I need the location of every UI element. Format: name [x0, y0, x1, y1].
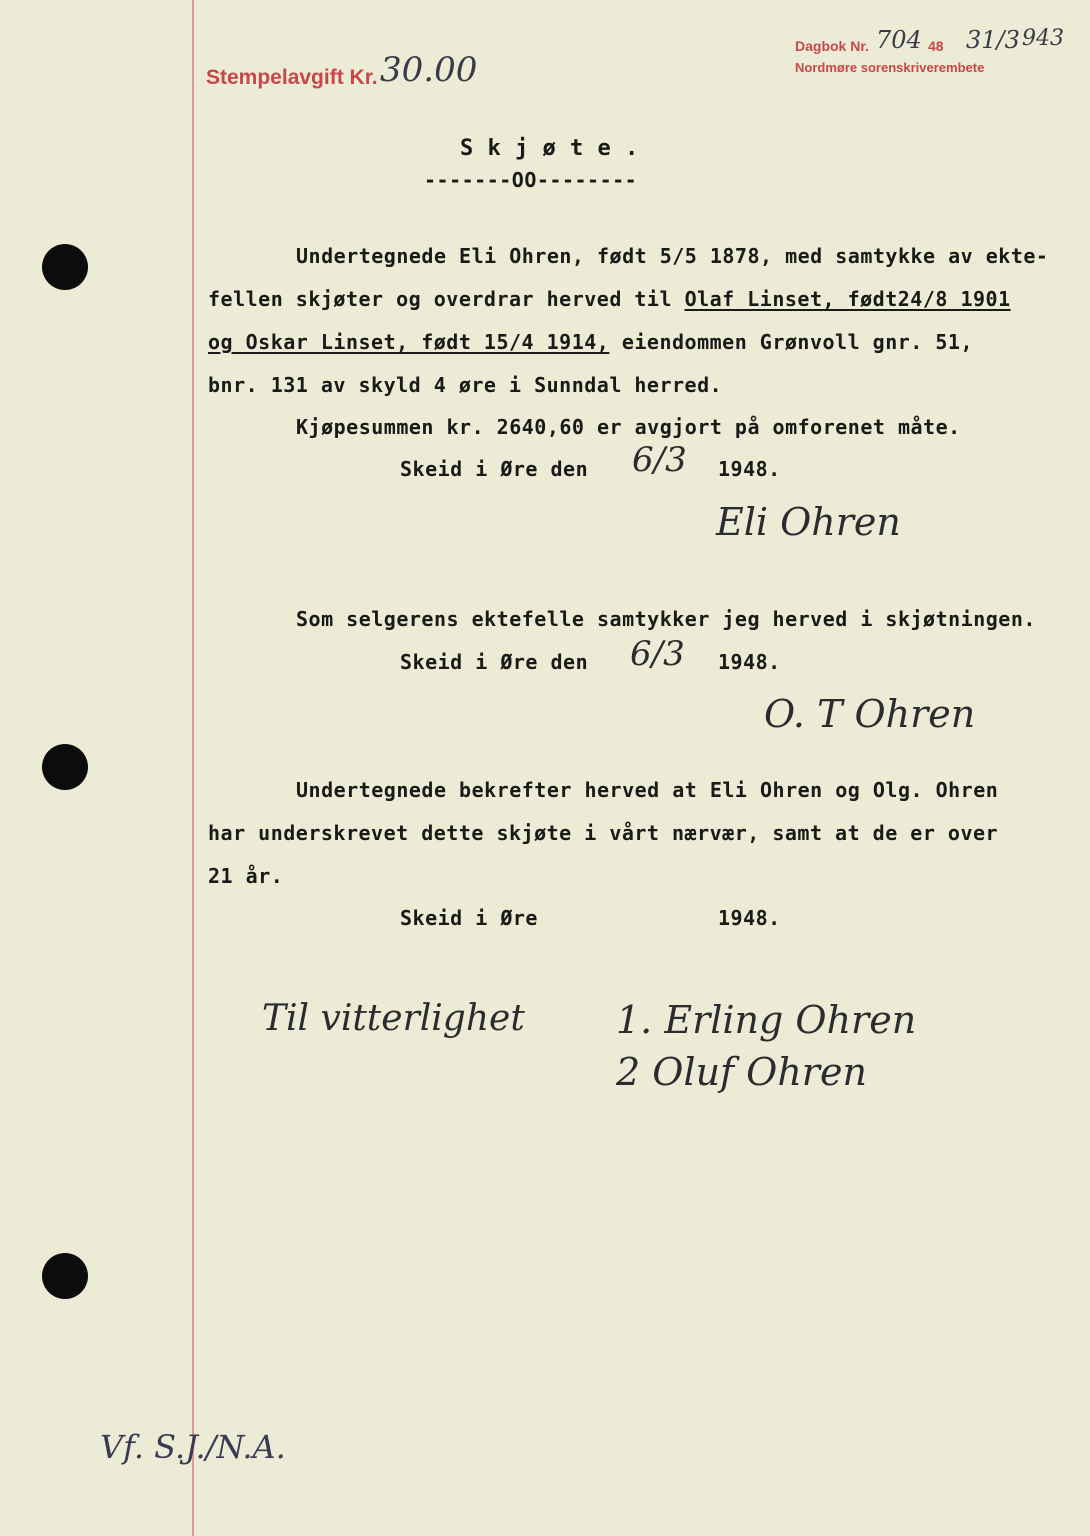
title-divider: -------OO-------- — [424, 168, 638, 192]
spouse-consent: Som selgerens ektefelle samtykker jeg herved i skjøtningen. — [296, 607, 1036, 631]
stamp-fee-value: 30.00 — [380, 50, 478, 90]
year-3: 1948. — [718, 906, 781, 930]
seller-signature: Eli Ohren — [716, 500, 901, 544]
witness-1-signature: 1. Erling Ohren — [616, 998, 917, 1042]
witness-prefix: Til vitterlighet — [262, 998, 525, 1039]
registry-date: 31/3 — [966, 26, 1020, 54]
witness-line-1: Undertegnede bekrefter herved at Eli Ohren og Olg. Ohren — [296, 778, 999, 802]
witness-line-3: 21 år. — [208, 864, 284, 888]
spouse-signature: O. T Ohren — [764, 692, 976, 736]
registry-number: 704 — [876, 26, 922, 54]
place-3: Skeid i Øre — [400, 906, 538, 930]
para1-line3 — [208, 330, 973, 354]
year-1: 1948. — [718, 457, 781, 481]
date-1-handwritten: 6/3 — [632, 440, 687, 480]
para1-line2 — [208, 287, 1011, 311]
registry-year: 48 — [928, 38, 944, 54]
buyer-oskar: og Oskar Linset, født 15/4 1914, — [208, 330, 610, 354]
registry-page: 943 — [1022, 26, 1064, 51]
para1-line3-text: eiendommen Grønvoll gnr. 51, — [609, 330, 974, 354]
punch-hole — [42, 244, 88, 290]
document-title: S k j ø t e . — [460, 136, 639, 161]
clerk-note: Vf. S.J./N.A. — [100, 1428, 286, 1466]
punch-hole — [42, 1253, 88, 1299]
place-date-2: Skeid i Øre den — [400, 650, 589, 674]
para1-line2-text: fellen skjøter og overdrar herved til — [208, 287, 685, 311]
para1-line1: Undertegnede Eli Ohren, født 5/5 1878, med samtykke av ekte- — [296, 244, 1049, 268]
year-2: 1948. — [718, 650, 781, 674]
para1-line4: bnr. 131 av skyld 4 øre i Sunndal herred. — [208, 373, 723, 397]
buyer-olaf: Olaf Linset, født24/8 1901 — [684, 287, 1011, 311]
punch-hole — [42, 744, 88, 790]
witness-line-2: har underskrevet dette skjøte i vårt nærvær, samt at de er over — [208, 821, 999, 845]
place-date-1: Skeid i Øre den — [400, 457, 589, 481]
purchase-price: Kjøpesummen kr. 2640,60 er avgjort på omforenet måte. — [296, 415, 961, 439]
registry-office: Nordmøre sorenskriverembete — [795, 60, 985, 75]
witness-2-signature: 2 Oluf Ohren — [616, 1050, 867, 1094]
margin-rule — [192, 0, 194, 1536]
date-2-handwritten: 6/3 — [630, 634, 685, 674]
stamp-fee-label: Stempelavgift Kr. — [206, 66, 378, 89]
registry-label: Dagbok Nr. — [795, 38, 869, 54]
